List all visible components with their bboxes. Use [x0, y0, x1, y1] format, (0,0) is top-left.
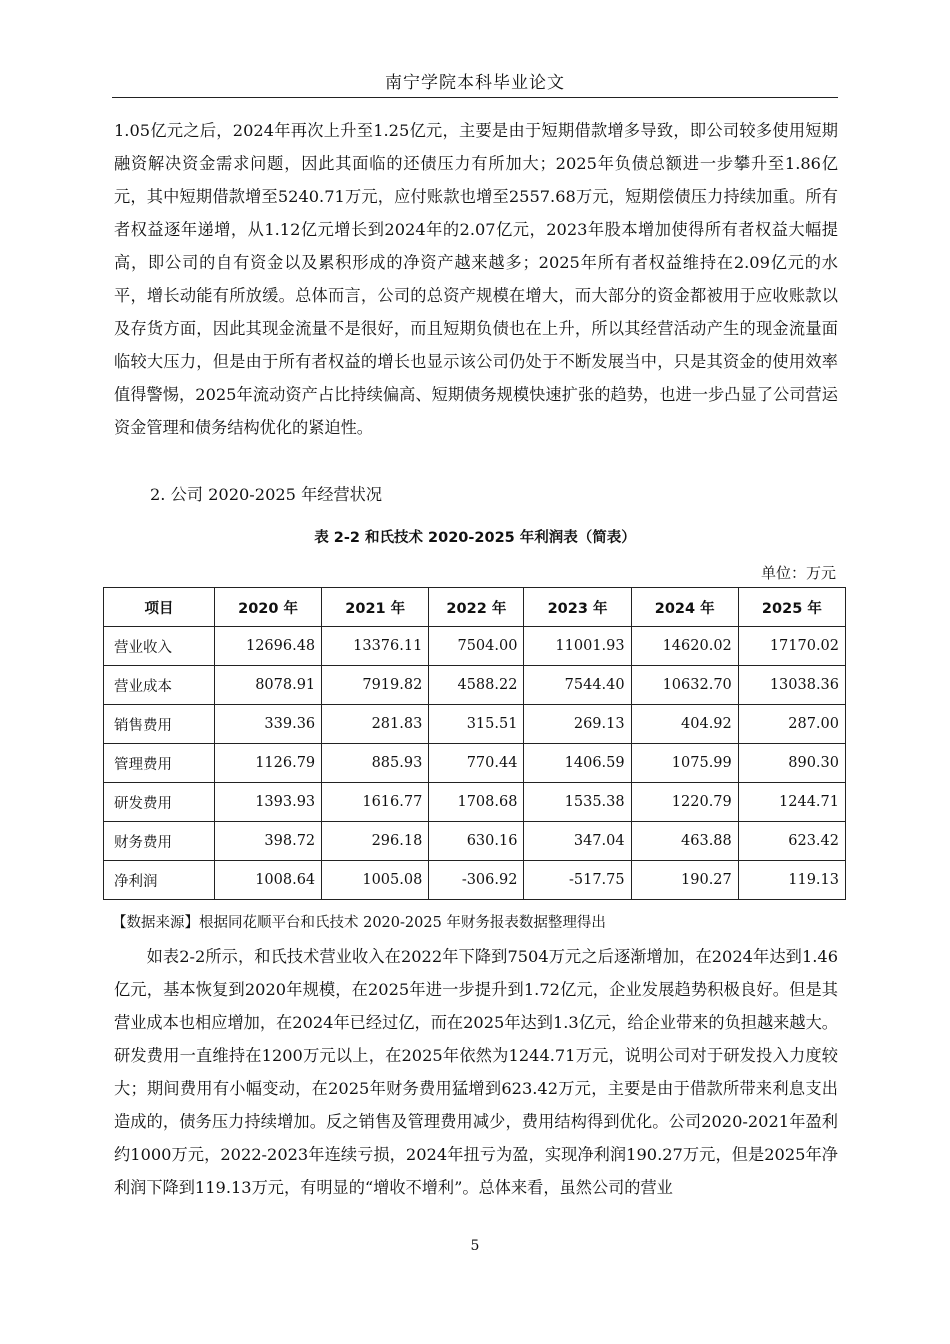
table-cell: 315.51 — [429, 705, 524, 744]
table-cell: 1126.79 — [215, 744, 322, 783]
table-cell: 1075.99 — [631, 744, 738, 783]
table-cell: 339.36 — [215, 705, 322, 744]
table-cell: 11001.93 — [524, 627, 631, 666]
table-cell: 630.16 — [429, 822, 524, 861]
table-cell: 14620.02 — [631, 627, 738, 666]
table-cell: 1005.08 — [322, 861, 429, 900]
table-row — [104, 705, 846, 744]
table-row — [104, 666, 846, 705]
paragraph-income-analysis: 如表2-2所示，和氏技术营业收入在2022年下降到7504万元之后逐渐增加，在2024年达到1.46亿元，基本恢复到2020年规模，在2025年进一步提升到1.72亿元，企业发展趋势积极良好。但是其营业成本也相应增加，在2024年已经过亿，而在2025年达到1.3亿元，给企业带来的负担越来越大。研发费用一直维持在1200万元以上，在2025年依然为1244.71万元，说明公司对于研发投入力度较大；期间费用有小幅变动，在2025年财务费用猛增到623.42万元，主要是由于借款所带来利息支出造成的，债务压力持续增加。反之销售及管理费用减少，费用结构得到优化。公司2020-2021年盈利约1000万元，2022-2023年连续亏损，2024年扭亏为盈，实现净利润190.27万元，但是2025年净利润下降到119.13万元，有明显的“增收不增利”。总体来看，虽然公司的营业 — [114, 947, 838, 1197]
row-label: 研发费用 — [104, 783, 215, 822]
page-number: 5 — [470, 1238, 480, 1254]
table-cell: 4588.22 — [429, 666, 524, 705]
table-cell: 890.30 — [738, 744, 845, 783]
table-cell: 1244.71 — [738, 783, 845, 822]
table-cell: 1393.93 — [215, 783, 322, 822]
row-label: 管理费用 — [104, 744, 215, 783]
column-header: 2025 年 — [738, 588, 845, 627]
table-cell: 269.13 — [524, 705, 631, 744]
paragraph-balance-sheet-analysis: 1.05亿元之后，2024年再次上升至1.25亿元，主要是由于短期借款增多导致，即公司较多使用短期融资解决资金需求问题，因此其面临的还债压力有所加大；2025年负债总额进一步攀升至1.86亿元，其中短期借款增至5240.71万元，应付账款也增至2557.68万元，短期偿债压力持续加重。所有者权益逐年递增，从1.12亿元增长到2024年的2.07亿元，2023年股本增加使得所有者权益大幅提高，即公司的自有资金以及累积形成的净资产越来越多；2025年所有者权益维持在2.09亿元的水平，增长动能有所放缓。总体而言，公司的总资产规模在增大，而大部分的资金都被用于应收账款以及存货方面，因此其现金流量不是很好，而且短期负债也在上升，所以其经营活动产生的现金流量面临较大压力，但是由于所有者权益的增长也显示该公司仍处于不断发展当中，只是其资金的使用效率值得警惕，2025年流动资产占比持续偏高、短期债务规模快速扩张的趋势，也进一步凸显了公司营运资金管理和债务结构优化的紧迫性。 — [114, 121, 838, 437]
table-cell: 1708.68 — [429, 783, 524, 822]
table-caption: 表 2-2 和氏技术 2020-2025 年利润表（简表） — [314, 530, 636, 546]
row-label: 净利润 — [104, 861, 215, 900]
table-cell: 398.72 — [215, 822, 322, 861]
table-header-row — [104, 588, 846, 627]
table-unit: 单位：万元 — [760, 564, 836, 582]
row-label: 财务费用 — [104, 822, 215, 861]
table-cell: 119.13 — [738, 861, 845, 900]
table-cell: 296.18 — [322, 822, 429, 861]
table-cell: 404.92 — [631, 705, 738, 744]
table-cell: -517.75 — [524, 861, 631, 900]
table-cell: 281.83 — [322, 705, 429, 744]
table-cell: 463.88 — [631, 822, 738, 861]
table-row — [104, 861, 846, 900]
row-label: 销售费用 — [104, 705, 215, 744]
column-header: 2023 年 — [524, 588, 631, 627]
table-cell: 10632.70 — [631, 666, 738, 705]
table-source-note: 【数据来源】根据同花顺平台和氏技术 2020-2025 年财务报表数据整理得出 — [112, 915, 606, 931]
table-cell: 8078.91 — [215, 666, 322, 705]
table-cell: 1220.79 — [631, 783, 738, 822]
row-label: 营业成本 — [104, 666, 215, 705]
table-row — [104, 783, 846, 822]
table-cell: 347.04 — [524, 822, 631, 861]
table-cell: -306.92 — [429, 861, 524, 900]
table-cell: 623.42 — [738, 822, 845, 861]
table-cell: 287.00 — [738, 705, 845, 744]
table-cell: 190.27 — [631, 861, 738, 900]
table-cell: 7544.40 — [524, 666, 631, 705]
table-row — [104, 627, 846, 666]
table-cell: 1008.64 — [215, 861, 322, 900]
table-cell: 13376.11 — [322, 627, 429, 666]
column-header: 2021 年 — [322, 588, 429, 627]
income-statement-table — [103, 587, 846, 900]
table-cell: 7504.00 — [429, 627, 524, 666]
section-heading: 2. 公司 2020-2025 年经营状况 — [150, 485, 383, 504]
table-cell: 1406.59 — [524, 744, 631, 783]
header-divider — [112, 97, 838, 98]
column-header: 2022 年 — [429, 588, 524, 627]
table-cell: 770.44 — [429, 744, 524, 783]
table-row — [104, 744, 846, 783]
page-header-title: 南宁学院本科毕业论文 — [385, 73, 565, 93]
column-header: 项目 — [104, 588, 215, 627]
table-cell: 17170.02 — [738, 627, 845, 666]
table-cell: 13038.36 — [738, 666, 845, 705]
column-header: 2024 年 — [631, 588, 738, 627]
table-row — [104, 822, 846, 861]
table-cell: 885.93 — [322, 744, 429, 783]
table-cell: 12696.48 — [215, 627, 322, 666]
table-cell: 1535.38 — [524, 783, 631, 822]
row-label: 营业收入 — [104, 627, 215, 666]
table-cell: 1616.77 — [322, 783, 429, 822]
column-header: 2020 年 — [215, 588, 322, 627]
table-cell: 7919.82 — [322, 666, 429, 705]
